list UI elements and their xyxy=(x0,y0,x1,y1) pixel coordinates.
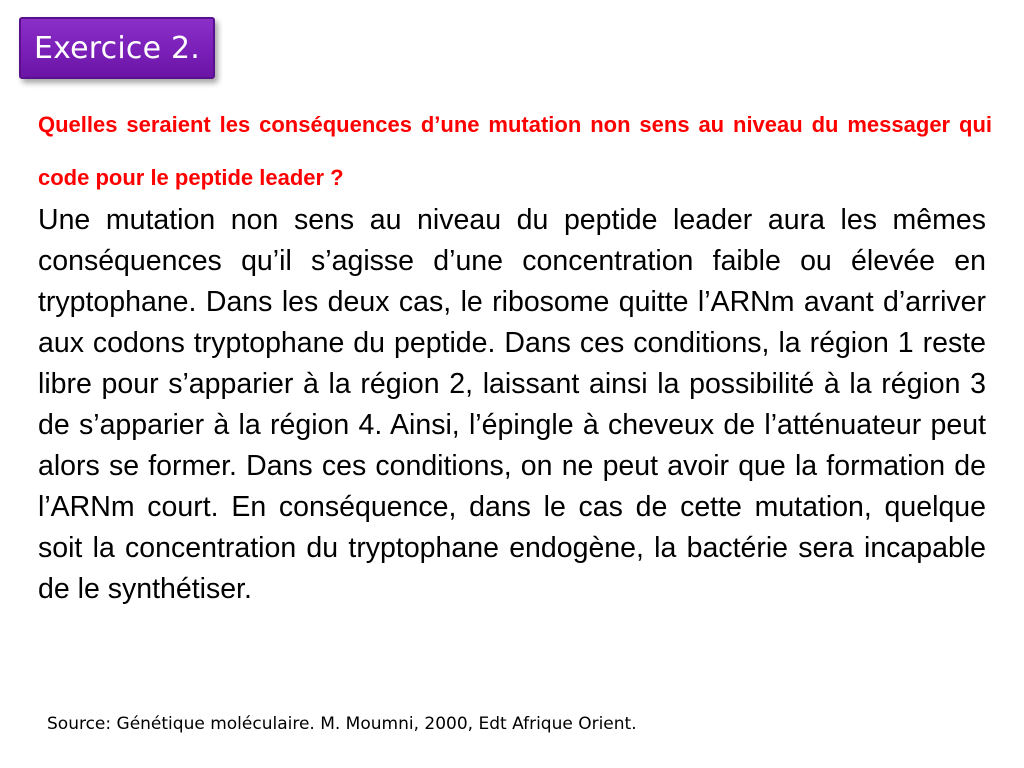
question-text: Quelles seraient les conséquences d’une mutation non sens au niveau du messager qui code pour le peptide leader ? xyxy=(38,112,992,190)
answer-paragraph: Une mutation non sens au niveau du peptide leader aura les mêmes conséquences qu’il s’agisse d’une concentration faible ou élevée en tryptophane. Dans les deux cas, le ribosome quitte l’ARNm avant d’arriver aux codons tryptophane du peptide. Dans ces conditions, la région 1 reste libre pour s’apparier à la région 2, laissant ainsi la possibilité à la région 3 de s’apparier à la région 4. Ainsi, l’épingle à cheveux de l’atténuateur peut alors se former. Dans ces conditions, on ne peut avoir que la formation de l’ARNm court. En conséquence, dans le cas de cette mutation, quelque soit la concentration du tryptophane endogène, la bactérie sera incapable de le synthétiser. xyxy=(38,204,986,605)
source-citation: Source: Génétique moléculaire. M. Moumni, 2000, Edt Afrique Orient. xyxy=(47,714,637,734)
slide-title: Exercice 2. xyxy=(33,30,201,66)
slide-title-badge xyxy=(19,17,215,79)
